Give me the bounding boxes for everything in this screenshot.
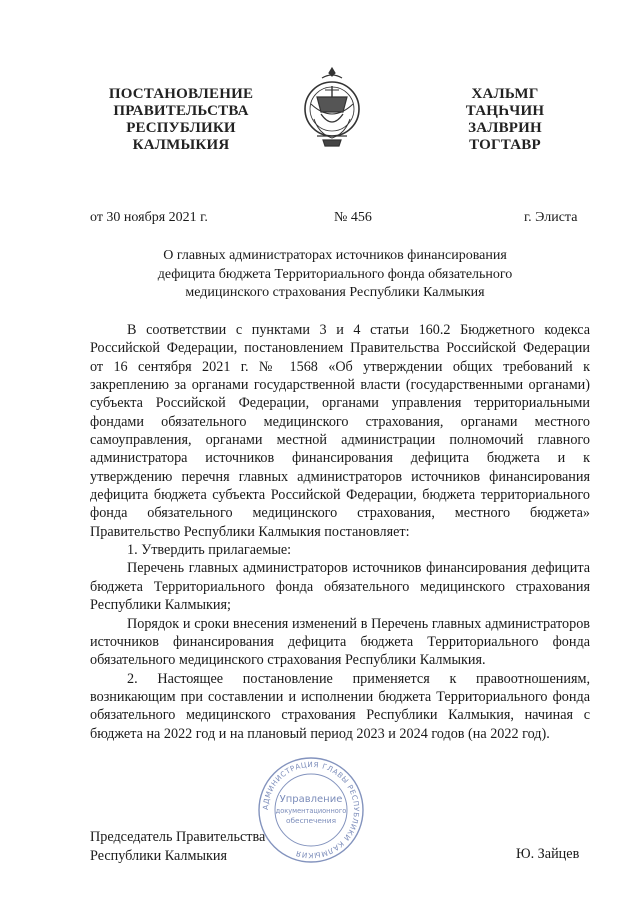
body-paragraph: 2. Настоящее постановление применяется к правоотношениям, возникающим при составлении и исполнении бюджета Территориального фонда обязательного медицинского страхования Республики Калмыкия, начиная с бюджета на 2022 год и на плановый период 2023 и 2024 годов (на 2022 год). [90, 670, 590, 742]
document-date: от 30 ноября 2021 г. [90, 210, 208, 225]
document-title [120, 247, 550, 303]
title-line: О главных администраторах источников финансирования [163, 248, 507, 263]
header-right-line: ТАҢҺЧИН [465, 103, 545, 119]
stamp-center-line: обеспечения [285, 816, 337, 825]
header-right-line: ЗАЛВРИН [468, 120, 542, 136]
official-stamp [256, 755, 366, 865]
signatory-name: Ю. Зайцев [516, 846, 580, 862]
title-line: медицинского страхования Республики Калмыкия [185, 285, 485, 300]
header-left-title [96, 86, 266, 154]
body-paragraph: В соответствии с пунктами 3 и 4 статьи 160.2 Бюджетного кодекса Российской Федерации, постановлением Правительства Российской Федерации от 16 сентября 2021 г. № 1568 «Об утверждении общих требований к закреплению за органами государственной власти (государственными органами) субъекта Российской Федерации, органами управления территориальными фондами обязательного медицинского страхования, органами местного самоуправления, органами местной администрации полномочий главного администратора источников финансирования дефицита бюджета и к утверждению перечня главных администраторов источников финансирования дефицита бюджета субъекта Российской Федерации, бюджета территориального фонда обязательного медицинского страхования, местного бюджета» Правительство Республики Калмыкия постановляет: [90, 322, 590, 540]
title-line: дефицита бюджета Территориального фонда обязательного [157, 266, 513, 282]
stamp-center-line: документационного [275, 807, 347, 815]
body-paragraph: Перечень главных администраторов источников финансирования дефицита бюджета Территориального фонда обязательного медицинского страхования Республики Калмыкия; [90, 560, 590, 614]
header-left-line: РЕСПУБЛИКИ [126, 120, 236, 136]
header-right-line: ХАЛЬМГ [471, 86, 539, 102]
stamp-center-line: Управление [279, 794, 343, 805]
header-right-title [440, 86, 570, 154]
state-emblem-icon [297, 64, 367, 154]
signatory-title-line: Председатель Правительства [90, 829, 266, 845]
body-paragraph: Порядок и сроки внесения изменений в Перечень главных администраторов источников финансирования дефицита бюджета Территориального фонда обязательного медицинского страхования Республики Калмыкия. [90, 615, 590, 669]
document-city: г. Элиста [524, 210, 578, 225]
header-left-line: ПРАВИТЕЛЬСТВА [113, 103, 249, 119]
header-right-line: ТОГТАВР [469, 137, 541, 153]
header-left-line: КАЛМЫКИЯ [132, 137, 230, 153]
stamp-ring-text: АДМИНИСТРАЦИЯ ГЛАВЫ РЕСПУБЛИКИ КАЛМЫКИЯ [260, 759, 362, 861]
document-body [90, 321, 590, 743]
document-number: № 456 [334, 210, 372, 225]
signatory-title-line: Республики Калмыкия [90, 847, 228, 864]
header-left-line: ПОСТАНОВЛЕНИЕ [108, 86, 254, 102]
body-paragraph: 1. Утвердить прилагаемые: [127, 542, 292, 559]
signatory-title [90, 828, 265, 865]
